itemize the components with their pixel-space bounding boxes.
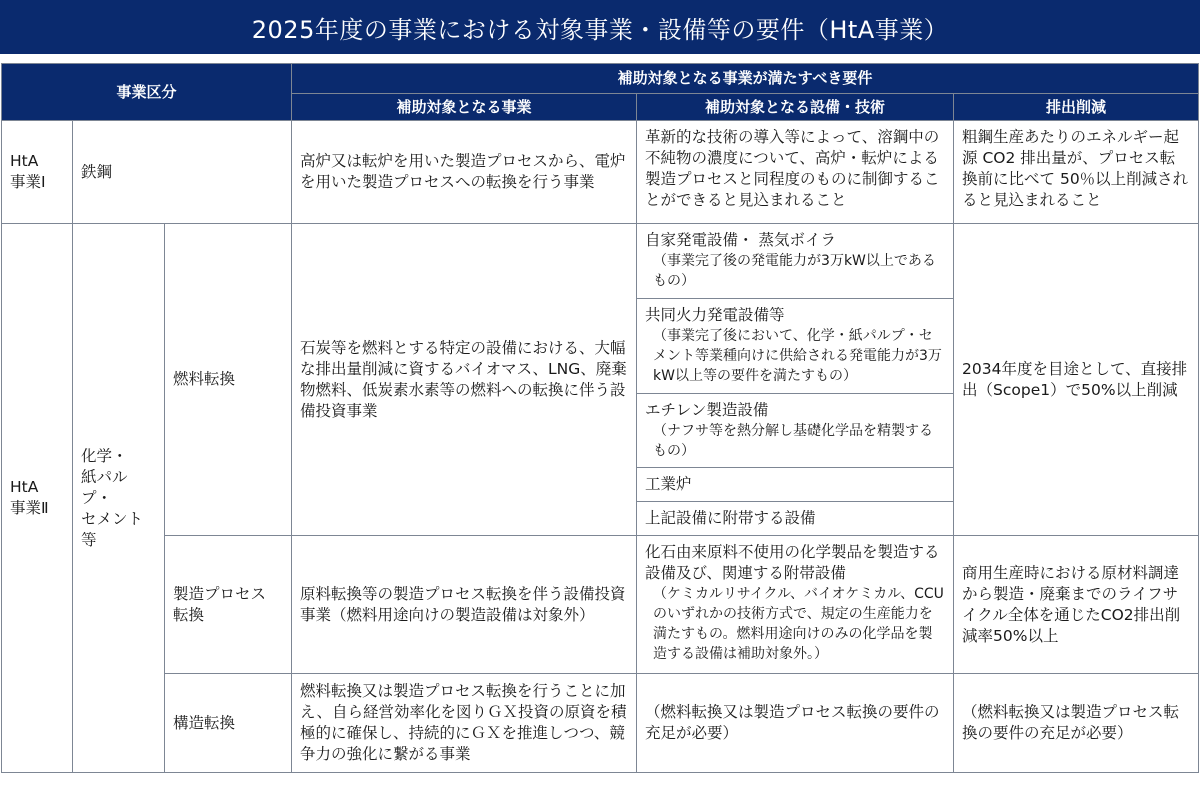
- fuel-equip-1-main: 自家発電設備・ 蒸気ボイラ: [645, 231, 836, 249]
- structure-equipment: （燃料転換又は製造プロセス転換の要件の充足が必要）: [637, 674, 954, 773]
- requirements-table: [1, 63, 1199, 773]
- structure-project: 燃料転換又は製造プロセス転換を行うことに加え、自ら経営効率化を図りＧＸ投資の原資を積極的に確保し、持続的にＧＸを推進しつつ、競争力の強化に繋がる事業: [292, 674, 637, 773]
- row1-equipment: 革新的な技術の導入等によって、溶鋼中の不純物の濃度について、高炉・転炉による製造プロセスと同程度のものに制御することができると見込まれること: [637, 121, 954, 224]
- fuel-equip-3-sub: （ナフサ等を熱分解し基礎化学品を精製するもの）: [653, 423, 934, 459]
- fuel-equip-2-main: 共同火力発電設備等: [645, 306, 785, 324]
- row1-category: HtA 事業Ⅰ: [2, 121, 73, 224]
- process-project: 原料転換等の製造プロセス転換を伴う設備投資事業（燃料用途向けの製造設備は対象外）: [292, 536, 637, 674]
- process-equip-main: 化石由来原料不使用の化学製品を製造する設備及び、関連する附帯設備: [645, 543, 940, 582]
- process-equip-sub: （ケミカルリサイクル、バイオケミカル、CCUのいずれかの技術方式で、規定の生産能力を満たすもの。燃料用途向けのみの化学品を製造する設備は補助対象外。）: [653, 586, 944, 662]
- row1-sector: 鉄鋼: [73, 121, 292, 224]
- fuel-equip-1: [637, 224, 954, 299]
- header-project: 補助対象となる事業: [292, 94, 637, 121]
- header-requirements: 補助対象となる事業が満たすべき要件: [292, 64, 1199, 94]
- header-emission: 排出削減: [954, 94, 1199, 121]
- fuel-equip-4: 工業炉: [637, 468, 954, 502]
- page-title: 2025年度の事業における対象事業・設備等の要件（HtA事業）: [0, 0, 1200, 54]
- row2-category: HtA 事業Ⅱ: [2, 224, 73, 773]
- row1-emission: 粗鋼生産あたりのエネルギー起源 CO2 排出量が、プロセス転換前に比べて 50％以上削減されると見込まれること: [954, 121, 1199, 224]
- fuel-type: 燃料転換: [165, 224, 292, 536]
- process-type: 製造プロセス 転換: [165, 536, 292, 674]
- fuel-equip-3-main: エチレン製造設備: [645, 401, 769, 419]
- header-category: 事業区分: [2, 64, 292, 121]
- fuel-equip-1-sub: （事業完了後の発電能力が3万kW以上であるもの）: [653, 253, 936, 289]
- process-equipment: [637, 536, 954, 674]
- fuel-emission: 2034年度を目途として、直接排出（Scope1）で50%以上削減: [954, 224, 1199, 536]
- fuel-equip-5: 上記設備に附帯する設備: [637, 502, 954, 536]
- row2-sector: 化学・ 紙パルプ・ セメント等: [73, 224, 165, 773]
- fuel-equip-3: [637, 394, 954, 468]
- header-equipment: 補助対象となる設備・技術: [637, 94, 954, 121]
- fuel-equip-2: [637, 299, 954, 394]
- fuel-equip-2-sub: （事業完了後において、化学・紙パルプ・セメント等業種向けに供給される発電能力が3万kW以上等の要件を満たすもの）: [653, 328, 942, 384]
- structure-emission: （燃料転換又は製造プロセス転換の要件の充足が必要）: [954, 674, 1199, 773]
- structure-type: 構造転換: [165, 674, 292, 773]
- process-emission: 商用生産時における原材料調達から製造・廃棄までのライフサイクル全体を通じたCO2排出削減率50%以上: [954, 536, 1199, 674]
- row1-project: 高炉又は転炉を用いた製造プロセスから、電炉を用いた製造プロセスへの転換を行う事業: [292, 121, 637, 224]
- fuel-project: 石炭等を燃料とする特定の設備における、大幅な排出量削減に資するバイオマス、LNG、廃棄物燃料、低炭素水素等の燃料への転換に伴う設備投資事業: [292, 224, 637, 536]
